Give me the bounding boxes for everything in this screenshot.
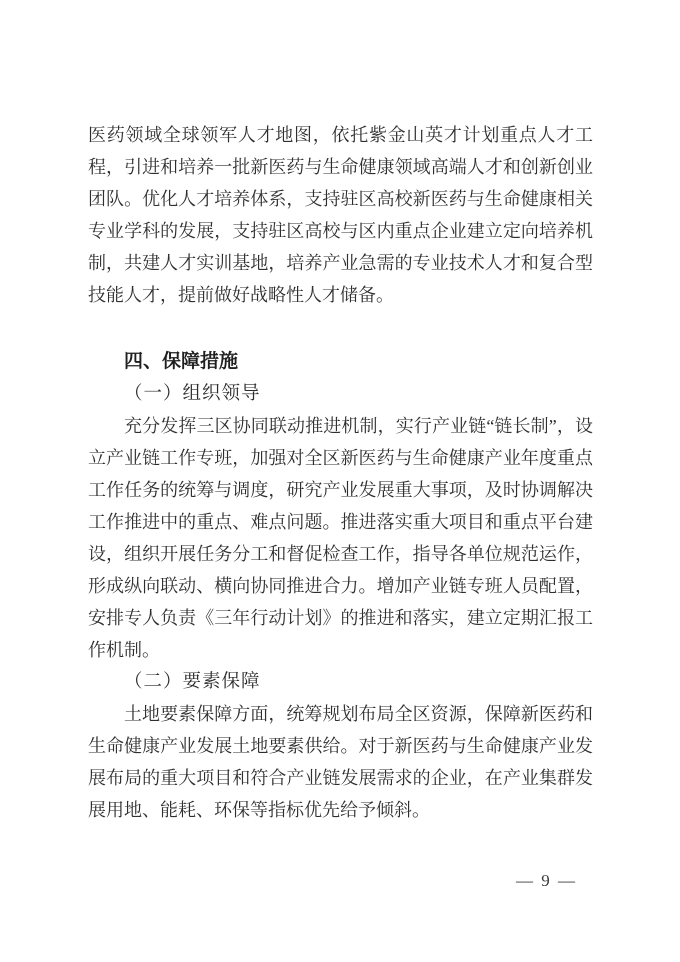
paragraph [88, 410, 593, 666]
text-line: 程，引进和培养一批新医药与生命健康领域高端人才和创新创业 [88, 157, 593, 177]
text-line: 形成纵向联动、横向协同推进合力。增加产业链专班人员配置， [88, 576, 593, 596]
sub-heading: （二）要素保障 [124, 672, 261, 692]
text-line: 专业学科的发展，支持驻区高校与区内重点企业建立定向培养机 [88, 221, 593, 241]
sub-heading: （一）组织领导 [124, 384, 261, 404]
text-line: 技能人才，提前做好战略性人才储备。 [88, 285, 394, 305]
text-line: 立产业链工作专班，加强对全区新医药与生命健康产业年度重点 [88, 448, 593, 468]
page-footer [0, 871, 577, 891]
text-line: 医药领域全球领军人才地图，依托紫金山英才计划重点人才工 [88, 125, 593, 145]
text-line: 展用地、能耗、环保等指标优先给予倾斜。 [88, 800, 430, 820]
text-line: 工作任务的统筹与调度，研究产业发展重大事项，及时协调解决 [88, 480, 593, 500]
paragraph [88, 698, 593, 826]
document-content [88, 119, 593, 826]
text-line: 团队。优化人才培养体系，支持驻区高校新医药与生命健康相关 [88, 189, 593, 209]
text-line: 土地要素保障方面，统筹规划布局全区资源，保障新医药和 [124, 704, 593, 724]
text-line: 工作推进中的重点、难点问题。推进落实重大项目和重点平台建 [88, 512, 593, 532]
text-line: 展布局的重大项目和符合产业链发展需求的企业，在产业集群发 [88, 768, 593, 788]
text-line: 设，组织开展任务分工和督促检查工作，指导各单位规范运作， [88, 544, 593, 564]
paragraph [88, 119, 593, 311]
section-heading: 四、保障措施 [124, 351, 239, 372]
text-line: 作机制。 [88, 640, 160, 660]
text-line: 安排专人负责《三年行动计划》的推进和落实，建立定期汇报工 [88, 608, 593, 628]
page-number: — 9 — [516, 871, 577, 890]
text-line: 生命健康产业发展土地要素供给。对于新医药与生命健康产业发 [88, 736, 593, 756]
text-line: 制，共建人才实训基地，培养产业急需的专业技术人才和复合型 [88, 253, 593, 273]
text-line: 充分发挥三区协同联动推进机制，实行产业链“链长制”，设 [124, 416, 593, 436]
